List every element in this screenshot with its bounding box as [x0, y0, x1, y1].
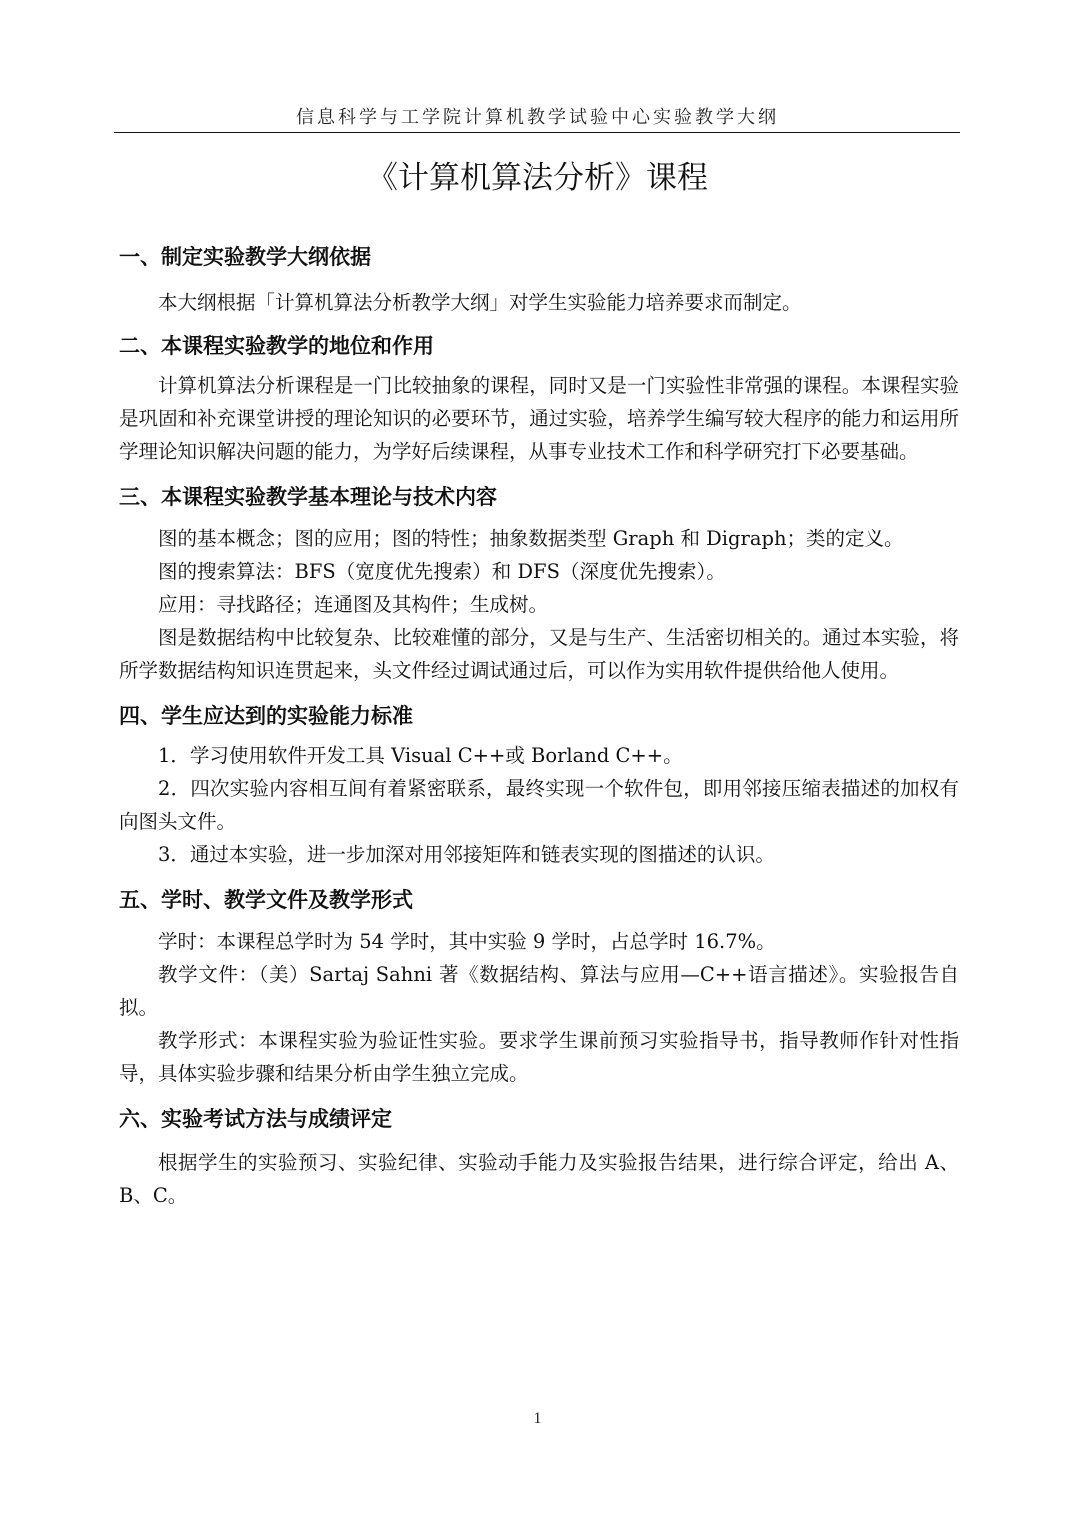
section-heading: 六、实验考试方法与成绩评定	[119, 1107, 392, 1131]
list-item: 1．学习使用软件开发工具 Visual C++或 Borland C++。	[158, 744, 683, 767]
section-heading: 四、学生应达到的实验能力标准	[119, 704, 413, 728]
paragraph: 图是数据结构中比较复杂、比较难懂的部分，又是与生产、生活密切相关的。通过本实验，将所学数据结构知识连贯起来，头文件经过调试通过后，可以作为实用软件提供给他人使用。	[119, 626, 959, 682]
section-2	[119, 331, 959, 468]
section-3	[119, 482, 959, 687]
section-heading: 五、学时、教学文件及教学形式	[119, 888, 413, 912]
paragraph: 本大纲根据「计算机算法分析教学大纲」对学生实验能力培养要求而制定。	[158, 291, 802, 314]
document-body	[119, 242, 959, 1212]
section-6	[119, 1104, 959, 1212]
paragraph: 计算机算法分析课程是一门比较抽象的课程，同时又是一门实验性非常强的课程。本课程实验是巩固和补充课堂讲授的理论知识的必要环节，通过实验，培养学生编写较大程序的能力和运用所学理论知识解决问题的能力，为学好后续课程，从事专业技术工作和科学研究打下必要基础。	[119, 374, 959, 463]
section-1	[119, 242, 959, 319]
list-item: 2．四次实验内容相互间有着紧密联系，最终实现一个软件包，即用邻接压缩表描述的加权有向图头文件。	[119, 777, 959, 833]
section-5	[119, 885, 959, 1090]
running-header: 信息科学与工学院计算机教学试验中心实验教学大纲	[296, 107, 779, 128]
paragraph: 教学文件：（美）Sartaj Sahni 著《数据结构、算法与应用—C++语言描述》。实验报告自拟。	[119, 963, 959, 1019]
section-heading: 一、制定实验教学大纲依据	[119, 245, 371, 269]
section-heading: 二、本课程实验教学的地位和作用	[119, 334, 434, 358]
header-rule	[114, 132, 960, 133]
section-4	[119, 701, 959, 871]
page-number: 1	[533, 1410, 542, 1427]
paragraph: 根据学生的实验预习、实验纪律、实验动手能力及实验报告结果，进行综合评定，给出 A、B、C。	[119, 1151, 959, 1207]
section-heading: 三、本课程实验教学基本理论与技术内容	[119, 485, 497, 509]
paragraph: 学时：本课程总学时为 54 学时，其中实验 9 学时，占总学时 16.7%。	[158, 930, 776, 953]
paragraph: 教学形式：本课程实验为验证性实验。要求学生课前预习实验指导书，指导教师作针对性指导，具体实验步骤和结果分析由学生独立完成。	[119, 1029, 959, 1085]
paragraph: 应用：寻找路径；连通图及其构件；生成树。	[158, 593, 549, 616]
paragraph: 图的基本概念；图的应用；图的特性；抽象数据类型 Graph 和 Digraph；类的定义。	[158, 527, 904, 550]
list-item: 3．通过本实验，进一步加深对用邻接矩阵和链表实现的图描述的认识。	[158, 843, 775, 866]
document-title: 《计算机算法分析》课程	[367, 160, 708, 196]
paragraph: 图的搜索算法：BFS（宽度优先搜索）和 DFS（深度优先搜索）。	[158, 560, 726, 583]
